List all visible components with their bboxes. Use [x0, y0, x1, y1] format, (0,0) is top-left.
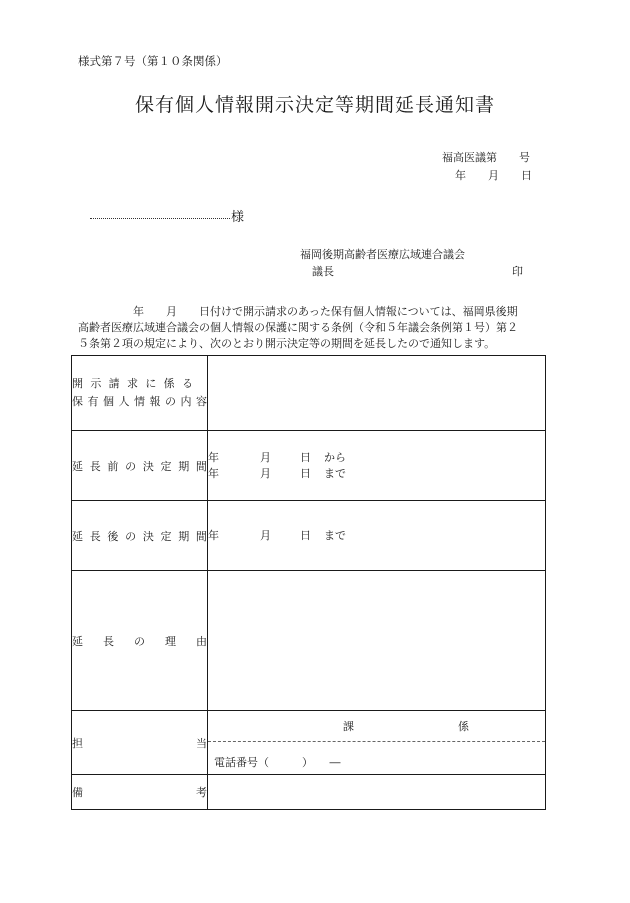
table-row — [72, 711, 546, 775]
table-row — [72, 571, 546, 711]
table-row — [72, 356, 546, 431]
issue-date: 年 月 日 — [455, 169, 532, 182]
phone-row[interactable] — [208, 742, 545, 774]
phone-label: 電話番号（ ） ― — [214, 756, 341, 769]
table-row — [72, 501, 546, 571]
seal-mark: 印 — [512, 265, 523, 278]
label-remarks — [72, 775, 208, 810]
period-after-field[interactable] — [208, 501, 546, 571]
page-title: 保有個人情報開示決定等期間延長通知書 — [134, 94, 495, 116]
label-contact — [72, 711, 208, 775]
period-before-field[interactable] — [208, 431, 546, 501]
form-number: 様式第７号（第１０条関係） — [78, 54, 228, 68]
body-line: ５条第２項の規定により、次のとおり開示決定等の期間を延長したので通知します。 — [78, 337, 496, 350]
body-line: 高齢者医療広域連合議会の個人情報の保護に関する条例（令和５年議会条例第１号）第２ — [78, 321, 518, 334]
reason-field[interactable] — [208, 571, 546, 711]
label-line: 開 示 請 求 に 係 る — [72, 377, 193, 390]
body-line: 年 月 日付けで開示請求のあった保有個人情報については、福岡県後期 — [78, 305, 518, 318]
label-line: 担 当 — [72, 736, 207, 750]
label-requested-info — [72, 356, 208, 431]
label-line: 延 長 後 の 決 定 期 間 — [72, 529, 207, 543]
label-line: 保 有 個 人 情 報 の 内 容 — [72, 395, 207, 408]
label-period-before — [72, 431, 208, 501]
sender-organization: 福岡後期高齢者医療広域連合議会 — [300, 248, 465, 261]
date-to: 年 月 日 まで — [208, 466, 346, 480]
label-line: 延 長 の 理 由 — [72, 634, 207, 648]
label-line: 備 考 — [72, 786, 207, 799]
section-label: 係 — [458, 720, 469, 733]
remarks-field[interactable] — [208, 775, 546, 810]
label-period-after — [72, 501, 208, 571]
department-row[interactable] — [208, 711, 545, 742]
label-reason — [72, 571, 208, 711]
addressee-suffix: 様 — [231, 210, 245, 225]
date-from: 年 月 日 から — [208, 450, 346, 464]
table-row — [72, 431, 546, 501]
info-table — [71, 355, 546, 810]
table-row — [72, 775, 546, 810]
sender-title: 議長 — [312, 265, 334, 278]
document-number: 福高医議第 号 — [442, 151, 530, 164]
date-to: 年 月 日 まで — [208, 528, 346, 542]
addressee-line[interactable] — [90, 218, 230, 219]
department-label: 課 — [343, 720, 354, 733]
body-text — [78, 304, 553, 352]
requested-info-field[interactable] — [208, 356, 546, 431]
contact-field — [208, 711, 546, 775]
label-line: 延 長 前 の 決 定 期 間 — [72, 459, 207, 473]
